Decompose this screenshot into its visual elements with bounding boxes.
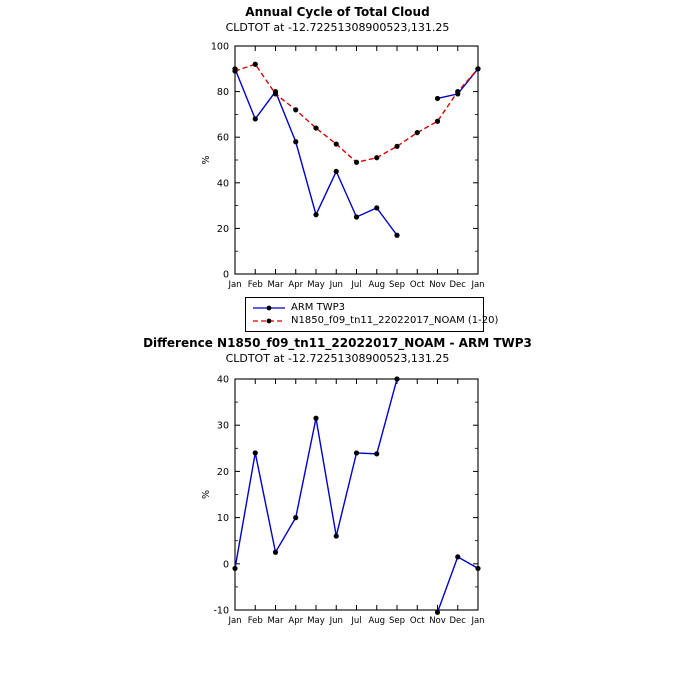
top-chart-subtitle: CLDTOT at -12.72251308900523,131.25	[225, 21, 450, 34]
x-tick-label: Apr	[288, 280, 304, 290]
data-point	[313, 416, 318, 421]
data-point	[435, 610, 440, 615]
x-tick-label: Dec	[449, 280, 466, 290]
data-point	[253, 62, 258, 67]
y-tick-label: 20	[216, 466, 229, 478]
legend-item-arm	[252, 301, 477, 314]
data-point	[313, 212, 318, 217]
page-title: Annual Cycle of Total Cloud	[245, 5, 430, 19]
y-tick-label: 0	[222, 559, 229, 571]
data-point	[354, 160, 359, 165]
x-tick-label: Jun	[329, 616, 343, 626]
data-point	[293, 107, 298, 112]
series-line-0	[438, 557, 479, 612]
data-point	[232, 68, 237, 73]
data-point	[354, 214, 359, 219]
x-tick-label: Jan	[228, 280, 242, 290]
y-tick-label: 40	[216, 374, 229, 386]
data-point	[455, 554, 460, 559]
data-point	[455, 89, 460, 94]
data-point	[374, 205, 379, 210]
x-tick-label: Jul	[351, 280, 362, 290]
bottom-chart-svg	[190, 367, 490, 642]
data-point	[273, 550, 278, 555]
data-point	[475, 566, 480, 571]
x-tick-label: Aug	[368, 616, 386, 626]
bottom-chart-panel	[0, 332, 675, 675]
x-tick-label: Oct	[409, 280, 425, 290]
data-point	[293, 515, 298, 520]
data-point	[334, 169, 339, 174]
top-chart-svg	[190, 36, 490, 296]
data-point	[435, 96, 440, 101]
x-tick-label: May	[307, 616, 325, 626]
x-tick-label: Apr	[288, 616, 304, 626]
data-point	[435, 119, 440, 124]
x-tick-label: Jun	[329, 280, 343, 290]
x-tick-label: Nov	[429, 280, 446, 290]
data-point	[354, 450, 359, 455]
x-tick-label: Jan	[471, 616, 485, 626]
data-point	[394, 376, 399, 381]
x-tick-label: Mar	[267, 616, 284, 626]
y-tick-label: 0	[222, 269, 229, 281]
y-tick-label: 100	[210, 41, 229, 53]
x-tick-label: May	[307, 280, 325, 290]
data-point	[374, 451, 379, 456]
bottom-chart-subtitle: CLDTOT at -12.72251308900523,131.25	[225, 352, 450, 365]
data-point	[293, 139, 298, 144]
y-axis-label: %	[201, 155, 212, 165]
y-tick-label: 80	[216, 87, 229, 99]
bottom-chart-plot-area	[190, 367, 490, 642]
y-tick-label: 60	[216, 132, 229, 144]
data-point	[394, 144, 399, 149]
x-tick-label: Sep	[388, 616, 406, 626]
legend-item-model	[252, 314, 499, 327]
top-chart-legend	[245, 297, 499, 332]
x-tick-label: Jul	[351, 616, 362, 626]
series-line-0	[235, 69, 397, 235]
legend-label-model: N1850_f09_tn11_22022017_NOAM (1-20)	[291, 315, 499, 326]
x-tick-label: Jan	[228, 616, 242, 626]
x-tick-label: Feb	[247, 616, 263, 626]
y-tick-label: -10	[213, 605, 229, 617]
x-tick-label: Sep	[388, 280, 406, 290]
data-point	[253, 450, 258, 455]
x-tick-label: Jan	[471, 280, 485, 290]
data-point	[415, 130, 420, 135]
y-tick-label: 40	[216, 178, 229, 190]
plot-frame	[235, 379, 478, 610]
data-point	[273, 91, 278, 96]
data-point	[334, 141, 339, 146]
y-tick-label: 10	[216, 513, 229, 525]
y-tick-label: 20	[216, 223, 229, 235]
x-tick-label: Oct	[409, 616, 425, 626]
bottom-chart-title: Difference N1850_f09_tn11_22022017_NOAM - ARM TWP3	[143, 336, 532, 350]
data-point	[334, 533, 339, 538]
legend-label-arm: ARM TWP3	[291, 302, 345, 313]
data-point	[253, 116, 258, 121]
data-point	[232, 566, 237, 571]
top-chart-plot-area	[190, 36, 490, 296]
x-tick-label: Dec	[449, 616, 466, 626]
data-point	[374, 155, 379, 160]
x-tick-label: Mar	[267, 280, 284, 290]
data-point	[475, 66, 480, 71]
legend-sample-solid-blue	[252, 302, 286, 314]
x-tick-label: Feb	[247, 280, 263, 290]
y-tick-label: 30	[216, 420, 229, 432]
series-line-0	[235, 379, 397, 568]
data-point	[313, 125, 318, 130]
data-point	[394, 233, 399, 238]
x-tick-label: Nov	[429, 616, 446, 626]
series-line-1	[235, 64, 478, 162]
x-tick-label: Aug	[368, 280, 386, 290]
y-axis-label: %	[201, 489, 212, 500]
legend-sample-dashed-red	[252, 315, 286, 327]
